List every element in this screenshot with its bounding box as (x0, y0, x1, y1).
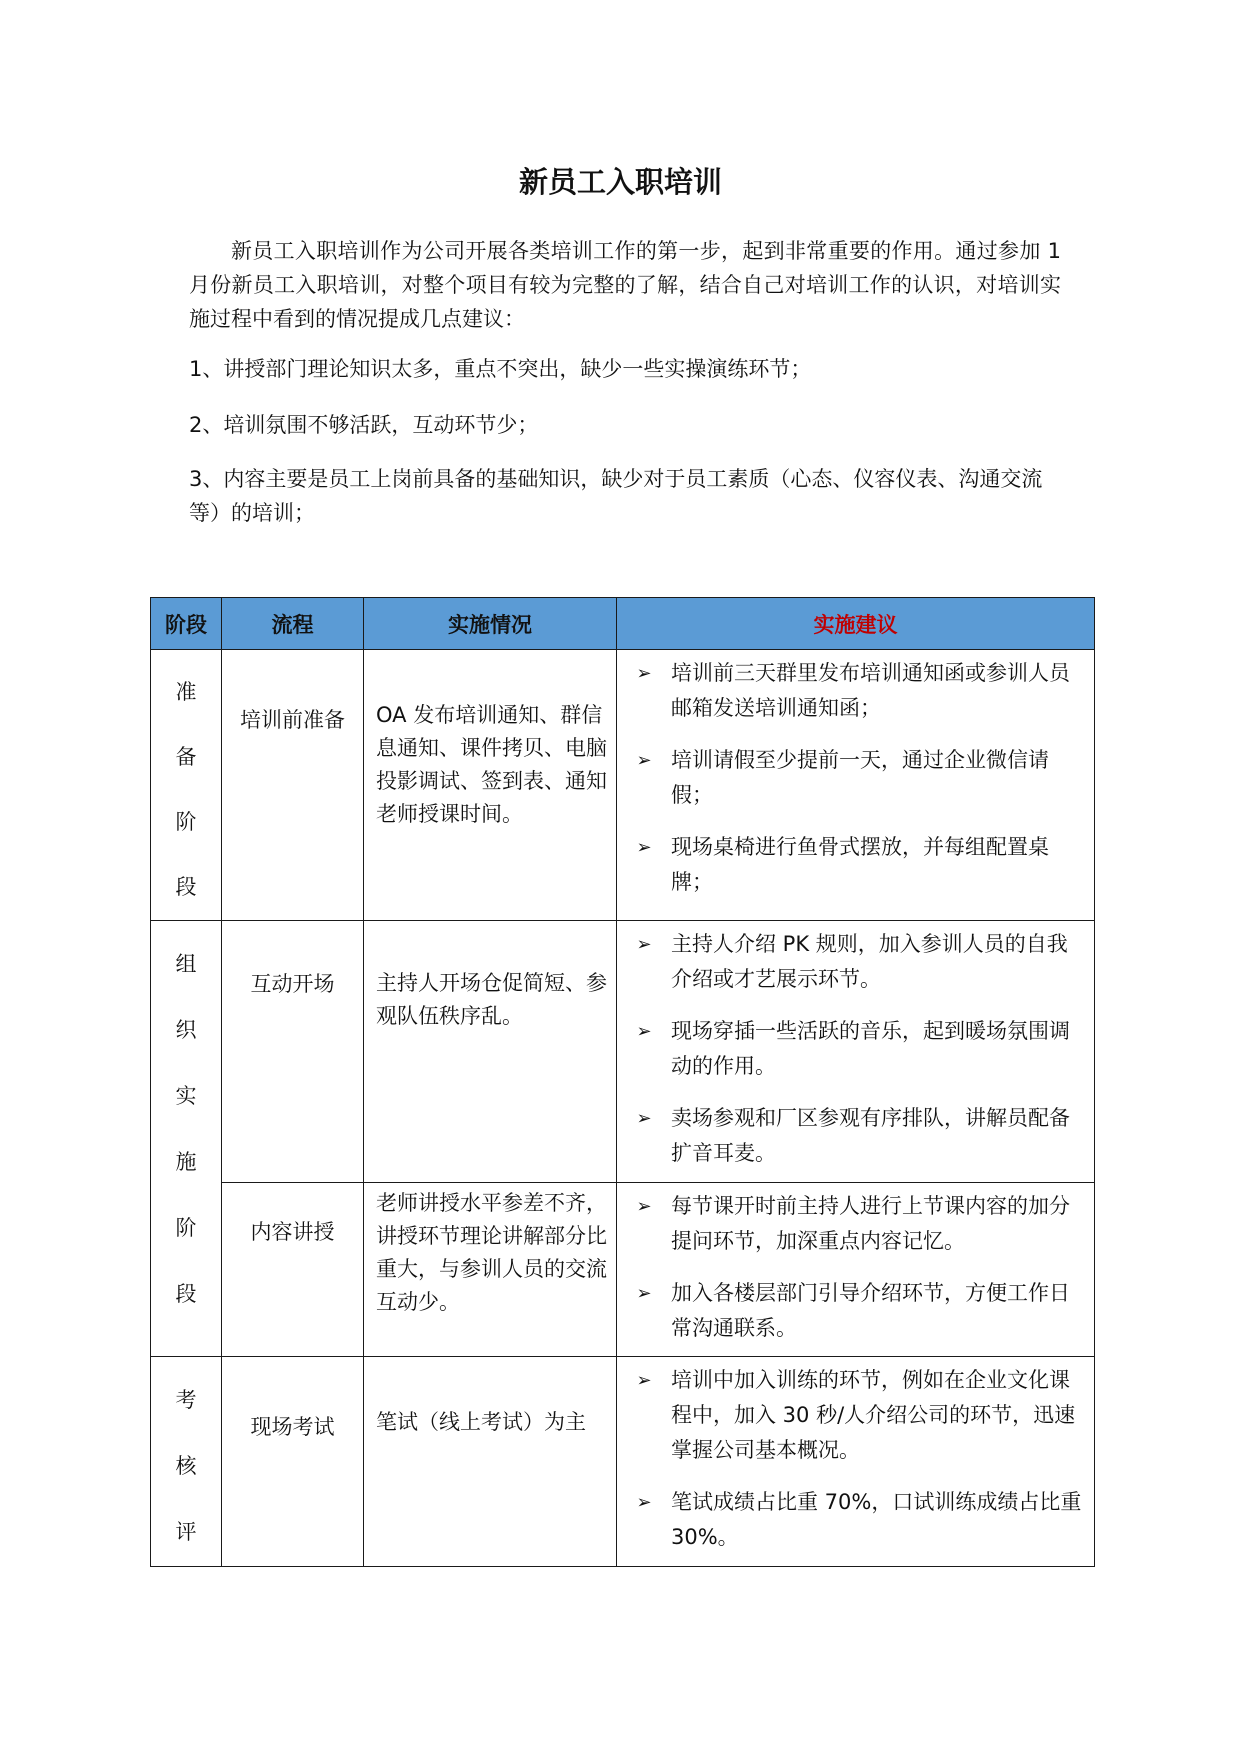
suggestion-cell (617, 1357, 1095, 1567)
suggestion-item (617, 743, 1084, 813)
arrowhead-bullet-icon: ➢ (636, 750, 652, 771)
stage-char: 阶 (175, 1216, 197, 1240)
flow-cell (222, 1357, 364, 1567)
suggestion-item (617, 1014, 1084, 1084)
header-condition: 实施情况 (364, 598, 617, 650)
stage-char: 段 (175, 1282, 197, 1306)
suggestion-text: 现场桌椅进行鱼骨式摆放，并每组配置桌牌； (671, 835, 1049, 894)
stage-char: 实 (175, 1084, 197, 1108)
stage-cell-implementation (151, 921, 222, 1357)
stage-char: 段 (175, 875, 197, 899)
table-row (151, 1357, 1095, 1567)
suggestion-text: 培训前三天群里发布培训通知函或参训人员邮箱发送培训通知函； (671, 661, 1070, 720)
intro-paragraph: 新员工入职培训作为公司开展各类培训工作的第一步，起到非常重要的作用。通过参加 1 月份新员工入职培训，对整个项目有较为完整的了解，结合自己对培训工作的认识，对培训实施过程中看到的情况提成几点建议： (189, 239, 1061, 331)
arrowhead-bullet-icon: ➢ (636, 1283, 652, 1304)
arrowhead-bullet-icon: ➢ (636, 934, 652, 955)
suggestion-cell (617, 921, 1095, 1183)
suggestion-list (617, 921, 1094, 1177)
flow-cell (222, 921, 364, 1183)
condition-cell (364, 921, 617, 1183)
suggestion-item (617, 830, 1084, 900)
stage-char: 准 (175, 680, 197, 704)
flow-cell (222, 650, 364, 921)
training-plan-table (150, 597, 1095, 1567)
suggestion-text: 卖场参观和厂区参观有序排队，讲解员配备扩音耳麦。 (671, 1106, 1070, 1165)
condition-cell (364, 650, 617, 921)
header-stage: 阶段 (151, 598, 222, 650)
stage-char: 备 (175, 745, 197, 769)
condition-text: 笔试（线上考试）为主 (376, 1410, 586, 1434)
stage-cell-assessment (151, 1357, 222, 1567)
table-row (151, 921, 1095, 1183)
condition-cell (364, 1183, 617, 1357)
stage-char: 阶 (175, 810, 197, 834)
header-suggestion: 实施建议 (617, 598, 1095, 650)
condition-text: 老师讲授水平参差不齐，讲授环节理论讲解部分比重大，与参训人员的交流互动少。 (376, 1191, 607, 1314)
suggestion-item (617, 1485, 1084, 1555)
suggestion-item (617, 927, 1084, 997)
stage-char: 核 (175, 1454, 197, 1478)
table-row (151, 650, 1095, 921)
suggestion-text: 培训中加入训练的环节，例如在企业文化课程中，加入 30 秒/人介绍公司的环节，迅速掌握公司基本概况。 (671, 1368, 1076, 1462)
suggestion-item (617, 1363, 1084, 1468)
arrowhead-bullet-icon: ➢ (636, 1108, 652, 1129)
suggestion-text: 主持人介绍 PK 规则，加入参训人员的自我介绍或才艺展示环节。 (671, 932, 1068, 991)
stage-char: 施 (175, 1150, 197, 1174)
suggestion-text: 培训请假至少提前一天，通过企业微信请假； (671, 748, 1049, 807)
flow-label: 互动开场 (250, 972, 335, 996)
flow-cell (222, 1183, 364, 1357)
arrowhead-bullet-icon: ➢ (636, 1492, 652, 1513)
suggestion-item (617, 1189, 1084, 1259)
arrowhead-bullet-icon: ➢ (636, 1196, 652, 1217)
table-header-row (151, 598, 1095, 650)
suggestion-point-2: 2、培训氛围不够活跃，互动环节少； (189, 413, 539, 437)
stage-char: 织 (175, 1018, 197, 1042)
suggestion-text: 加入各楼层部门引导介绍环节，方便工作日常沟通联系。 (671, 1281, 1070, 1340)
suggestion-item (617, 656, 1084, 726)
suggestion-text: 现场穿插一些活跃的音乐，起到暖场氛围调动的作用。 (671, 1019, 1070, 1078)
flow-label: 内容讲授 (250, 1220, 335, 1244)
suggestion-cell (617, 650, 1095, 921)
suggestion-text: 笔试成绩占比重 70%，口试训练成绩占比重 30%。 (671, 1490, 1082, 1549)
suggestion-point-1: 1、讲授部门理论知识太多，重点不突出，缺少一些实操演练环节； (189, 357, 812, 381)
arrowhead-bullet-icon: ➢ (636, 837, 652, 858)
condition-text: OA 发布培训通知、群信息通知、课件拷贝、电脑投影调试、签到表、通知老师授课时间。 (376, 703, 607, 826)
arrowhead-bullet-icon: ➢ (636, 1021, 652, 1042)
header-flow: 流程 (222, 598, 364, 650)
arrowhead-bullet-icon: ➢ (636, 663, 652, 684)
stage-char: 考 (175, 1388, 197, 1412)
stage-char: 评 (175, 1520, 197, 1544)
suggestion-list (617, 1183, 1094, 1352)
flow-label: 培训前准备 (240, 708, 345, 732)
suggestion-item (617, 1101, 1084, 1171)
condition-text: 主持人开场仓促简短、参观队伍秩序乱。 (376, 971, 607, 1028)
suggestion-text: 每节课开时前主持人进行上节课内容的加分提问环节，加深重点内容记忆。 (671, 1194, 1070, 1253)
suggestion-list (617, 1357, 1094, 1561)
suggestion-cell (617, 1183, 1095, 1357)
suggestion-point-3: 3、内容主要是员工上岗前具备的基础知识，缺少对于员工素质（心态、仪容仪表、沟通交流等）的培训； (189, 467, 1043, 525)
condition-cell (364, 1357, 617, 1567)
stage-cell-preparation (151, 650, 222, 921)
arrowhead-bullet-icon: ➢ (636, 1370, 652, 1391)
table-row (151, 1183, 1095, 1357)
stage-char: 组 (175, 952, 197, 976)
document-title: 新员工入职培训 (518, 165, 722, 199)
suggestion-list (617, 650, 1094, 906)
suggestion-item (617, 1276, 1084, 1346)
flow-label: 现场考试 (250, 1415, 335, 1439)
